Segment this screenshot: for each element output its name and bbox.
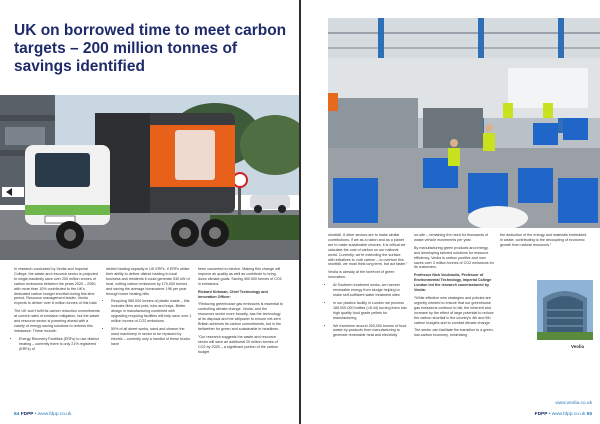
body-paragraph: In research conducted by Veolia and Imperial College, the waste and resource sector is projected to single-handedly save over 200 million tonnes of carbon emissions between the years 2025 – 2050, with more than 10% contributed to the UK's dedicated carbon budget shortfall during this time period. Resource management leader, Veolia expects to deliver over 8 million tonnes of this total.: [14, 267, 98, 306]
left-column-2: [106, 267, 192, 350]
left-column-1: [14, 267, 100, 355]
bullet-list: [106, 299, 192, 346]
article-headline: UK on borrowed time to meet carbon targets – 200 million tonnes of savings identified: [14, 22, 287, 75]
image-caption: Veolia: [571, 344, 585, 349]
bullet-list: [328, 283, 408, 338]
speaker-name: Richard Kirkman, Chief Technology and Innovation Officer:: [198, 289, 268, 299]
website-link[interactable]: • www.fdpp.co.uk: [548, 412, 586, 417]
quote-paragraph: “Reducing greenhouse gas emissions is essential to controlling climate change. Veolia, and the resources sector more broadly, has the technology at its disposal and the willpower to ensure net-zero Britain achieves its carbon commitments, but is the bellwether for green and sustainable in headlines.: [198, 302, 284, 331]
quote-paragraph: “Our research suggests the waste and resource sector will save an additional 20 million tonnes of CO2 by 2025 – a significant portion of the carbon budget: [198, 334, 279, 354]
body-paragraph: shortfall. If other sectors are to make similar contributions, if we as a nation and as a planet are to make sustainable choices, it is critical we calculate the cost of carbon on our national world. Currently, we're extending the surface with initiatives to curb carbon – to overturn this shortfall, we must think long term, but act faster.”: [328, 233, 408, 267]
list-item: • We transform around 250,000 tonnes of food waste by-products from manufacturing to generate renewable heat and electricity: [333, 324, 408, 339]
body-paragraph: district heating capacity in UK ERFs. If ERFs utilise their ability to deliver district heating to local business and residents it could generate 530 kW of heat, cutting carbon emissions by 170,000 tonnes and saving the average homeowner 196 per year through lower heating bills.: [106, 267, 190, 296]
left-page: [0, 0, 299, 424]
magazine-brand: FDPP: [20, 412, 34, 417]
footer-left: [14, 412, 71, 417]
right-column-2: [414, 233, 494, 341]
veolia-building-photo: [537, 280, 593, 340]
page-number: 64: [14, 412, 20, 417]
list-item: • At Southern treatment works, we harvest renewable energy from sludge helping to make self-sufficient water treatment sites: [333, 283, 408, 298]
website-link[interactable]: www.veolia.co.uk: [555, 401, 592, 406]
website-link[interactable]: • www.fdpp.co.uk: [34, 412, 72, 417]
right-column-3: [500, 233, 590, 251]
right-page: [301, 0, 600, 424]
speaker-name: Professor Nick Voulvoulis, Professor of Environmental Technology, Imperial College London led the research commissioned by Veolia:: [414, 273, 492, 293]
quote-paragraph: The sector can facilitate the transition to a green, low-carbon economy, minimising: [414, 328, 494, 338]
list-item: • Recycling 580,000 tonnes of plastic waste – this includes films and pots, tubs and trays. Better design in manufacturing combined with upgrading recycling facilities will help save over 1 million tonnes of CO2 emissions.: [111, 299, 192, 324]
page-number: 65: [586, 412, 592, 417]
veolia-url: [555, 401, 592, 406]
body-paragraph: Veolia is already at the forefront of green innovation:: [328, 270, 395, 280]
list-item: • Energy Recovery Facilities (ERFs) to use distinct heating – currently there is only 21% registered (ERFs) of: [19, 337, 100, 352]
body-paragraph: The UK won't fulfil its carbon reduction commitments at current rates of emission mitigation, but the waste and resource sector is powering ahead with a variety of energy saving solutions to redress this imbalance. These include:: [14, 309, 100, 333]
factory-photo: [328, 18, 600, 228]
truck-photo: [0, 95, 299, 260]
body-paragraph: been converted to electric. Making this change will improve air quality as well as contribute to bring down climate goals. Saving 400,000 tonnes of CO2 in emissions.: [198, 267, 282, 286]
body-paragraph: By manufacturing green products and energy, and developing tailored solutions for resource efficiency, Veolia is carbon positive and now saves over 3 million tonnes of CO2 emissions for its customers.: [414, 245, 494, 270]
list-item: • In our plastics facility in London we process 180,000,000 bottles (>8.44) turning them into high quality food grade pellets for manufacturing: [333, 301, 408, 321]
body-paragraph: on-site – remaining the need for thousands of waste vehicle movements per year.: [414, 233, 489, 242]
magazine-brand: FDPP: [534, 412, 548, 417]
quote-paragraph: “While effective new strategies and policies are urgently needed to ensure that our greenhouse gas emissions continue to fall, the inherent and increase by the effect of large potential to reduce the carbon shortfall in the country's 4th and 5th carbon budgets and to combat climate change.: [414, 295, 494, 325]
bullet-list: [14, 337, 100, 352]
quote-paragraph: the deduction of the energy and materials embedded in waste, contributing to the decoupling of economic growth from natural resources.”: [500, 233, 587, 247]
footer-right: [535, 412, 592, 417]
left-column-3: [198, 267, 284, 358]
list-item: • 50% of all street works, sand and cleaner the used machinery in sector to be replaced by electric – currently only a handful of these trucks have: [111, 327, 192, 347]
right-column-1: [328, 233, 408, 341]
